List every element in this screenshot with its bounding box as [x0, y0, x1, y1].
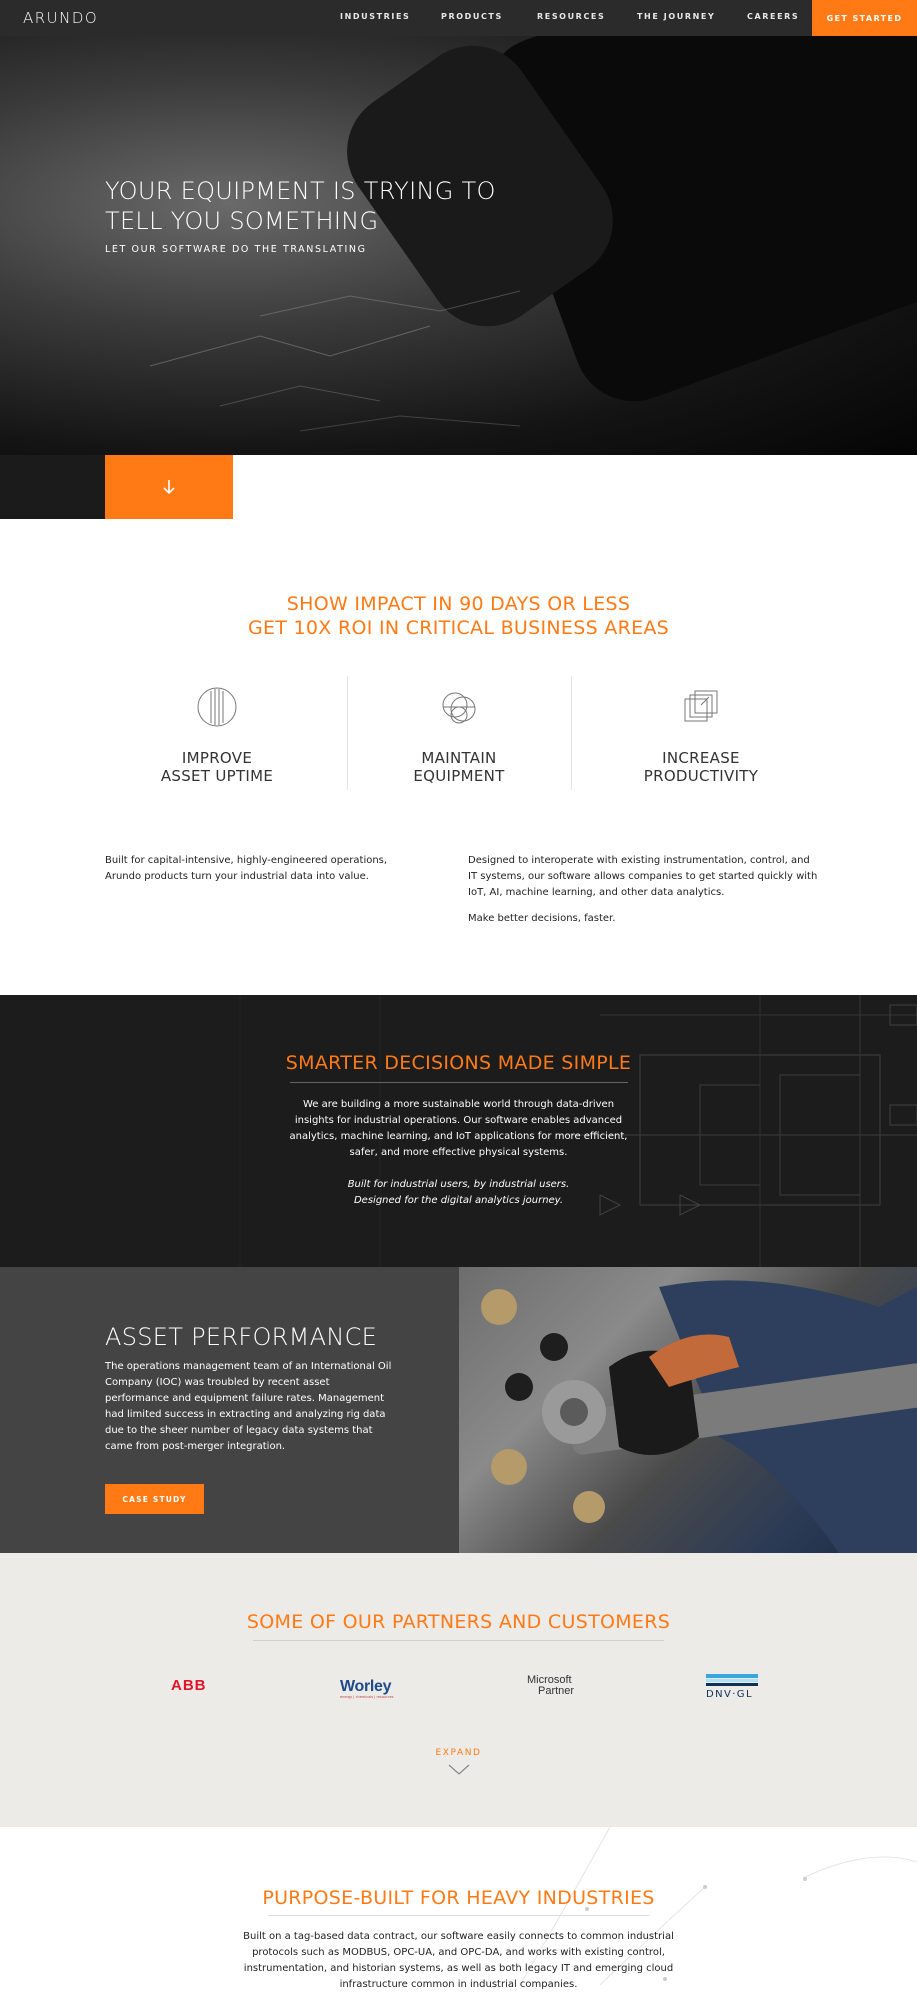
feature-label-line-2: EQUIPMENT [413, 767, 505, 785]
case-study-button[interactable]: CASE STUDY [105, 1484, 204, 1514]
partners-heading: SOME OF OUR PARTNERS AND CUSTOMERS [246, 1611, 671, 1633]
scroll-down-button[interactable] [105, 455, 233, 519]
impact-heading-line-2: GET 10X ROI IN CRITICAL BUSINESS AREAS [247, 617, 670, 639]
wrench-illustration [459, 1267, 917, 1553]
smarter-tagline [0, 1177, 917, 1209]
impact-heading [0, 592, 917, 640]
abb-logo: ABB [171, 1677, 207, 1694]
hero-title [105, 176, 525, 236]
feature-divider [571, 676, 572, 790]
get-started-button[interactable]: GET STARTED [812, 0, 917, 36]
nav-industries[interactable]: INDUSTRIES [340, 12, 411, 21]
purpose-heading-rule [268, 1915, 649, 1916]
smarter-tagline-line-2: Designed for the digital analytics journey. [353, 1195, 563, 1206]
about-right-text: Designed to interoperate with existing instrumentation, control, and IT systems, our software allows companies to get started quickly with IoT, AI, machine learning, and other data analytics. [468, 855, 818, 898]
feature-increase-productivity [601, 685, 801, 785]
worley-logo [340, 1678, 460, 1699]
smarter-body [0, 1097, 917, 1161]
chevron-down-icon [448, 1764, 470, 1776]
asset-performance-body: The operations management team of an International Oil Company (IOC) was troubled by recent asset performance and equipment failure rates. Management had limited success in extracting and analyzing rig data due to the sheer number of legacy data systems that came from post-merger integration. [105, 1361, 392, 1452]
dnv-gl-logo-text: DNV·GL [706, 1689, 753, 1700]
impact-heading-line-1: SHOW IMPACT IN 90 DAYS OR LESS [286, 593, 631, 615]
expand-label: EXPAND [435, 1748, 482, 1758]
feature-maintain-equipment [359, 685, 559, 785]
feature-label-line-1: IMPROVE [181, 749, 253, 767]
smarter-heading: SMARTER DECISIONS MADE SIMPLE [285, 1052, 632, 1074]
dnv-gl-mark [706, 1674, 758, 1678]
nav-products[interactable]: PRODUCTS [441, 12, 503, 21]
feature-label-line-1: MAINTAIN [421, 749, 497, 767]
gears-icon [437, 685, 481, 729]
smarter-body-text: We are building a more sustainable world through data-driven insights for industrial operations. Our software enables advanced analytics, machine learning, and IoT applications for more efficient, safer, and more effective physical systems. [289, 1099, 628, 1158]
hero-title-line-1: YOUR EQUIPMENT IS TRYING TO [105, 177, 496, 205]
nav-careers[interactable]: CAREERS [747, 12, 800, 21]
about-tagline: Make better decisions, faster. [468, 913, 616, 924]
feature-label-line-1: INCREASE [662, 749, 740, 767]
hero-title-line-2: TELL YOU SOMETHING [105, 207, 379, 235]
worley-logo-word: Worley [340, 1678, 392, 1695]
purpose-body-text: Built on a tag-based data contract, our software easily connects to common industrial protocols such as MODBUS, OPC-UA, and OPC-DA, and works with existing control, instrumentation, and historian systems, as well as both legacy IT and emerging cloud infrastructure common in industrial companies. [243, 1931, 674, 1990]
stacked-squares-icon [679, 685, 723, 729]
feature-asset-uptime [117, 685, 317, 785]
feature-label-line-2: ASSET UPTIME [160, 767, 274, 785]
dnv-gl-mark [706, 1683, 758, 1686]
arrow-down-icon [162, 479, 176, 495]
partners-heading-rule [253, 1640, 664, 1641]
nav-the-journey[interactable]: THE JOURNEY [637, 12, 716, 21]
purpose-body [0, 1929, 917, 1993]
microsoft-partner-logo-line-1: Microsoft [527, 1674, 572, 1686]
hero-subtitle: LET OUR SOFTWARE DO THE TRANSLATING [105, 244, 367, 255]
feature-label-line-2: PRODUCTIVITY [643, 767, 759, 785]
worley-tagline: energy | chemicals | resources [340, 1695, 394, 1699]
feature-divider [347, 676, 348, 790]
top-nav [0, 0, 917, 36]
smarter-tagline-line-1: Built for industrial users, by industrial users. [347, 1179, 570, 1190]
about-left-text: Built for capital-intensive, highly-engineered operations, Arundo products turn your industrial data into value. [105, 855, 388, 882]
microsoft-partner-logo [527, 1675, 574, 1697]
arundo-logo[interactable]: ARUNDO [23, 9, 99, 27]
wrench-photo [459, 1267, 917, 1553]
microsoft-partner-logo-line-2: Partner [538, 1685, 575, 1697]
nav-resources[interactable]: RESOURCES [537, 12, 606, 21]
dnv-gl-logo [706, 1674, 758, 1700]
expand-partners-button[interactable] [0, 1748, 917, 1779]
smarter-heading-rule [290, 1082, 628, 1083]
dnv-gl-mark [706, 1679, 758, 1682]
uptime-icon [195, 685, 239, 729]
hero-bottom-band [0, 455, 105, 519]
asset-performance-title: ASSET PERFORMANCE [105, 1323, 378, 1351]
purpose-heading: PURPOSE-BUILT FOR HEAVY INDUSTRIES [262, 1887, 655, 1909]
